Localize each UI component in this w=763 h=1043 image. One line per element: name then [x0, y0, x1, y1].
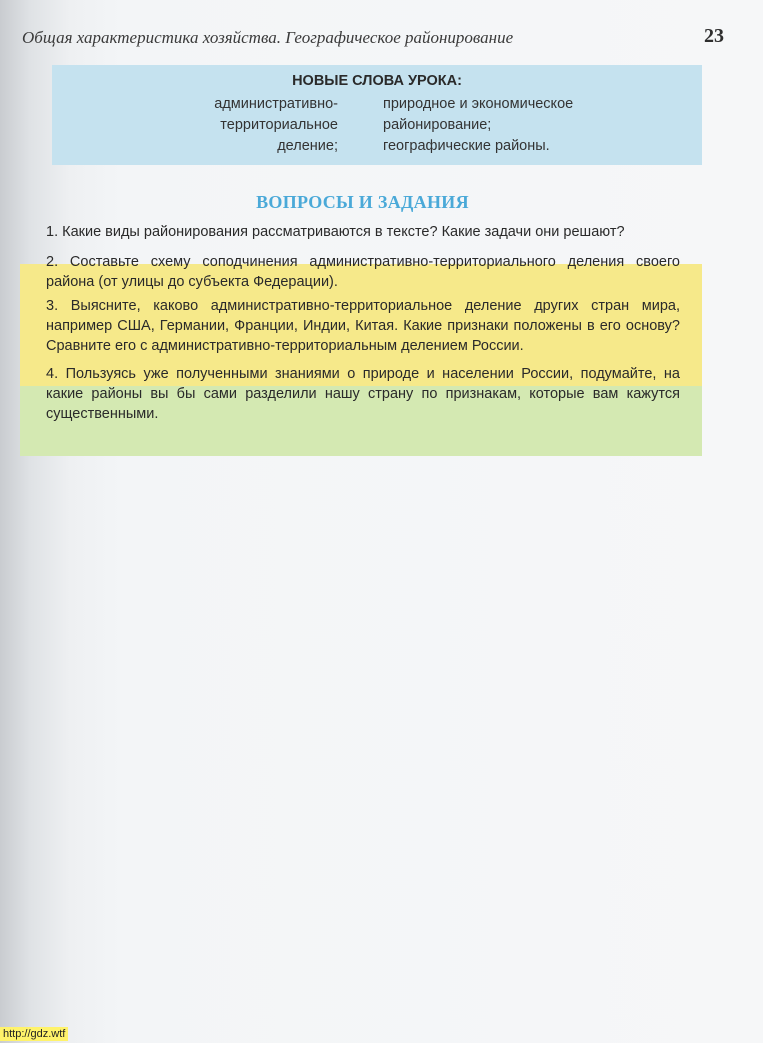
new-words-right-column: [383, 94, 683, 157]
watermark-link[interactable]: http://gdz.wtf: [0, 1027, 68, 1041]
question-item: 3. Выясните, каково административно-территориальное деление других стран мира, например США, Германии, Франции, Индии, Китая. Какие признаки положены в его основу? Сравните его с административно-территориальным делением России.: [46, 298, 680, 354]
question-item: 2. Составьте схему соподчинения административно-территориального деления своего района (от улицы до субъекта Федерации).: [46, 254, 680, 290]
running-head: Общая характеристика хозяйства. Географическое районирование: [22, 28, 514, 47]
new-word-line: районирование;: [383, 117, 492, 133]
new-word-line: деление;: [277, 138, 338, 154]
new-words-left-column: [120, 94, 338, 157]
question-item: 1. Какие виды районирования рассматриваются в тексте? Какие задачи они решают?: [46, 224, 625, 240]
question-item: 4. Пользуясь уже полученными знаниями о природе и населении России, подумайте, на какие районы вы бы сами разделили нашу страну по признакам, которые вам кажутся существенными.: [46, 366, 680, 422]
new-words-title: НОВЫЕ СЛОВА УРОКА:: [292, 73, 462, 89]
new-word-line: географические районы.: [383, 138, 550, 154]
questions-section-title: ВОПРОСЫ И ЗАДАНИЯ: [256, 192, 469, 212]
new-word-line: территориальное: [220, 117, 338, 133]
questions-list: [46, 222, 680, 428]
page-number: 23: [704, 25, 724, 47]
new-word-line: природное и экономическое: [383, 96, 574, 112]
new-word-line: административно-: [214, 96, 338, 112]
